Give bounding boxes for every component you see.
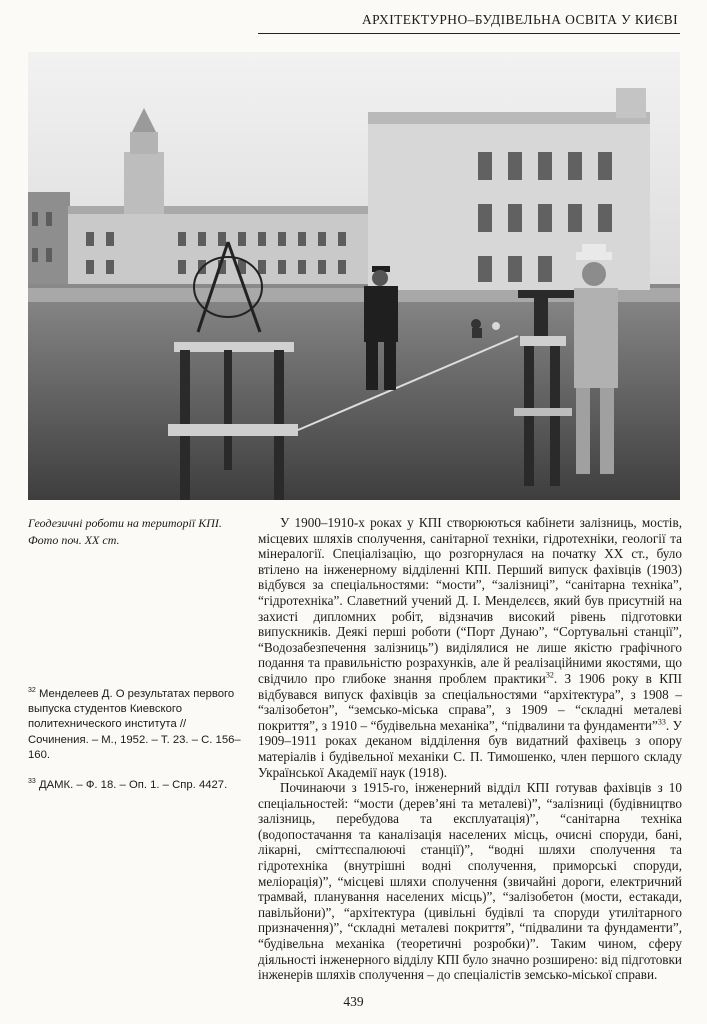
footnote-number: 33: [28, 778, 36, 786]
archival-photo: [28, 52, 680, 500]
header-rule: [258, 33, 680, 34]
footnote-ref-33: 33: [657, 717, 666, 727]
building-left-wing: [28, 192, 70, 284]
footnote-33: [28, 774, 243, 793]
tower: [124, 152, 164, 214]
paragraph-1-part-c: . У 1909–1911 роках деканом відділення був видатний фахівець з опору матеріалів і будівельної механіки С. П. Тимошенко, член першого складу Української Академії наук (1918).: [258, 717, 682, 780]
footnotes: [28, 683, 243, 804]
caption-line-2: Фото поч. XX ст.: [28, 533, 120, 547]
photo-caption: [28, 515, 243, 549]
footnote-text: ДАМК. – Ф. 18. – Оп. 1. – Спр. 4427.: [38, 779, 228, 792]
footnote-text: Менделеев Д. О результатах первого выпуска студентов Киевского политехнического института // Сочинения. – М., 1952. – Т. 23. – С. 156–160.: [28, 687, 241, 761]
footnote-number: 32: [28, 687, 36, 694]
caption-line-1: Геодезичні роботи на території КПІ.: [28, 516, 222, 530]
main-text: [258, 515, 682, 983]
paragraph-1-part-b: . З 1906 року в КПІ відбувався випуск фахівців за спеціальностями “архітектура”, з 1908 – “залізобетон”, “земсько-міська справа”, з 1909 – “складні металеві покриття”, з 1910 – “будівельна механіка”, “підвалини та фундаменти”: [258, 670, 682, 733]
footnote-ref-32: 32: [545, 670, 554, 680]
paragraph-1: [258, 515, 682, 780]
paragraph-2: Починаючи з 1915-го, інженерний відділ КПІ готував фахівців з 10 спеціальностей: “мости (дерев’яні та металеві)”, “залізниці (будівництво залізниць, перебудова та експлуатація)”, “санітарна техніка (водопостачання та каналізація населених місць, очисні споруди, бані, лікарні, сміттєспалюючі станції)”, “водні шляхи сполучення та гідротехніка (внутрішні водні сполучення, приморські споруди, меліорація)”, “місцеві шляхи сполучення (звичайні дороги, електричний трамвай, планування населених місць)”, “залізобетон (мости, естакади, павільйони)”, “архітектура (цивільні будівлі та споруди утилітарного призначення)”, “складні металеві покриття”, “підвалини та фундаменти”, “будівельна механіка (теоретичні розробки)”. Таким чином, сферу діяльності інженерного відділу КПІ було значно розширено: від підготовки інженерів шляхів сполучення – до спеціалістів земсько-міської справи.: [258, 780, 682, 983]
page-number: 439: [343, 994, 364, 1009]
footnote-32: [28, 683, 243, 763]
paragraph-1-part-a: У 1900–1910-х роках у КПІ створюються кабінети залізниць, мостів, місцевих шляхів сполучення, санітарної техніки, гідротехніки, геології та мінералогії. Спеціалізацію, що розгорнулася на початку XX ст., було втілено на інженерному відділенні КПІ. Перший випуск фахівців (1903) відбувся за спеціальностями: “мости”, “залізниці”, “санітарна техніка”, “гідротехніка”. Славетний учений Д. І. Менделєєв, який був присутній на захисті дипломних робіт, відзначив високий рівень підготовки випускників. Деякі перші роботи (“Порт Дунаю”, “Сортувальні станції”, “Водозабезпечення залізниць”) виділялися не лише якістю графічного подання та правильністю розрахунків, але й реалізаційними якостями, що свідчило про глибоке знання проблем практики: [258, 515, 682, 686]
running-head: АРХІТЕКТУРНО–БУДІВЕЛЬНА ОСВІТА У КИЄВІ: [361, 12, 678, 27]
